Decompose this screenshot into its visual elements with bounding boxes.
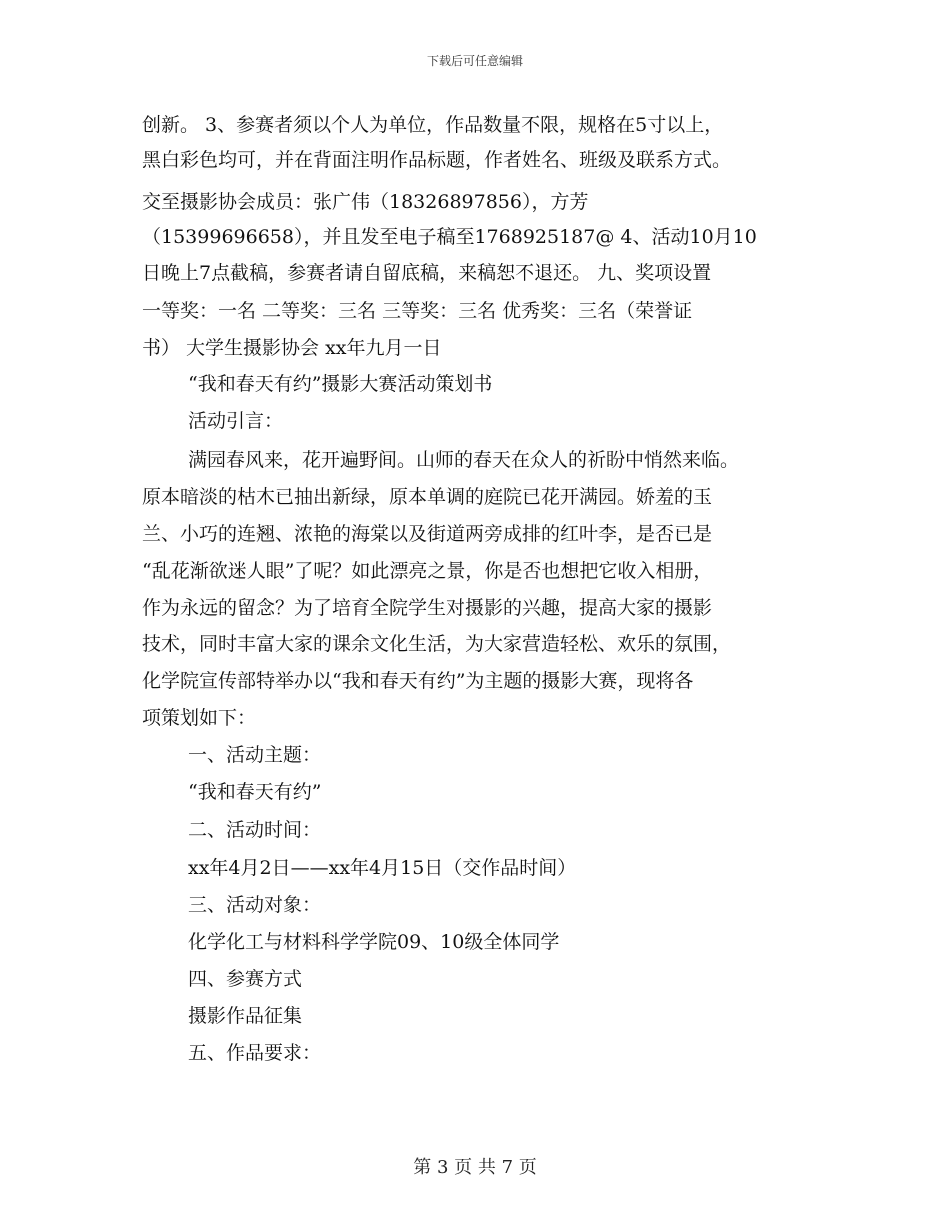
body-line: 满园春风来，花开遍野间。山师的春天在众人的祈盼中悄然来临。 [188, 449, 740, 471]
body-line: （15399696658），并且发至电子稿至1768925187@ 4、活动10月10 [142, 226, 757, 248]
page-number: 第 3 页 共 7 页 [413, 1157, 537, 1178]
body-line: 活动引言： [188, 410, 284, 432]
page-header-note: 下载后可任意编辑 [426, 54, 523, 68]
body-line: 化学化工与材料科学学院09、10级全体同学 [188, 931, 560, 953]
body-line: 书） 大学生摄影协会 xx年九月一日 [142, 337, 442, 359]
body-line: 五、作品要求： [188, 1042, 322, 1064]
body-line: 原本暗淡的枯木已抽出新绿，原本单调的庭院已花开满园。娇羞的玉 [142, 486, 713, 508]
body-line: 黑白彩色均可，并在背面注明作品标题，作者姓名、班级及联系方式。 [142, 149, 732, 171]
body-line: xx年4月2日——xx年4月15日（交作品时间） [188, 857, 577, 879]
body-line: 一等奖：一名 二等奖：三名 三等奖：三名 优秀奖：三名（荣誉证 [142, 300, 693, 322]
body-line: “我和春天有约” [188, 781, 322, 803]
body-line: 作为永远的留念？为了培育全院学生对摄影的兴趣，提高大家的摄影 [142, 597, 713, 619]
body-line: 交至摄影协会成员：张广伟（18326897856），方芳 [142, 191, 589, 213]
body-line: 三、活动对象： [188, 894, 322, 916]
section-title: “我和春天有约”摄影大赛活动策划书 [188, 373, 493, 395]
body-line: 项策划如下： [142, 707, 257, 729]
body-line: 日晚上7点截稿，参赛者请自留底稿，来稿恕不退还。 九、奖项设置 [142, 262, 712, 284]
body-line: 化学院宣传部特举办以“我和春天有约”为主题的摄影大赛，现将各 [142, 670, 694, 692]
body-line: 技术，同时丰富大家的课余文化生活，为大家营造轻松、欢乐的氛围， [142, 633, 732, 655]
body-line: 创新。 3、参赛者须以个人为单位，作品数量不限，规格在5寸以上， [142, 114, 724, 136]
body-line: “乱花渐欲迷人眼”了呢？如此漂亮之景，你是否也想把它收入相册， [142, 560, 713, 582]
body-line: 四、参赛方式 [188, 968, 303, 990]
body-line: 二、活动时间： [188, 819, 322, 841]
body-line: 兰、小巧的连翘、浓艳的海棠以及街道两旁成排的红叶李，是否已是 [142, 523, 713, 545]
body-line: 摄影作品征集 [188, 1005, 303, 1027]
body-line: 一、活动主题： [188, 744, 322, 766]
